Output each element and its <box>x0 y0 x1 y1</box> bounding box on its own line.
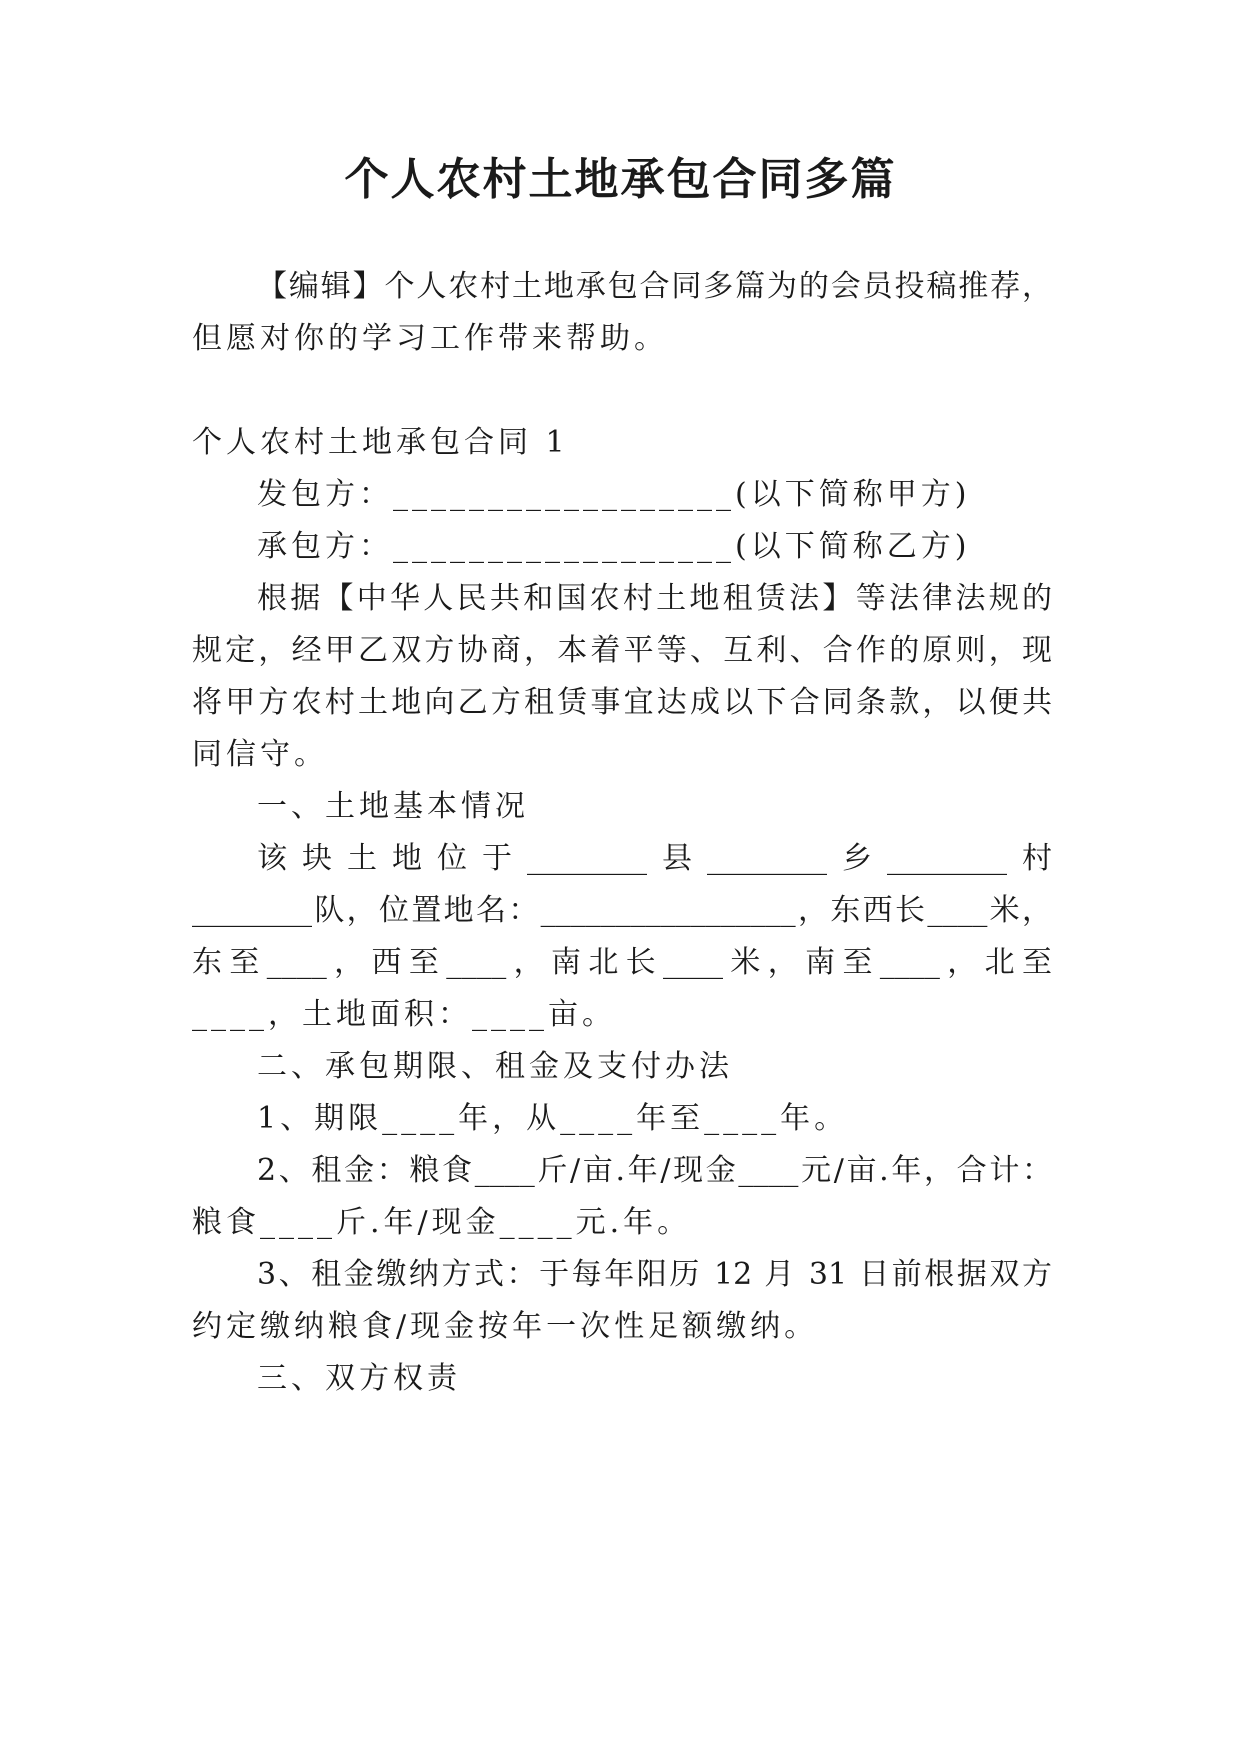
party-a-line: 发包方：__________________(以下简称甲方) <box>257 477 971 512</box>
clause2-item2-line-2: 粮食____斤.年/现金____元.年。 <box>192 1205 692 1240</box>
clause1-line-2: ________队，位置地名：_________________，东西长____米， <box>192 893 1052 928</box>
preamble-line-2: 规定，经甲乙双方协商，本着平等、互利、合作的原则，现 <box>192 633 1052 668</box>
clause1-heading: 一、土地基本情况 <box>257 789 529 824</box>
clause3-heading: 三、双方权责 <box>257 1361 461 1396</box>
clause1-line-3: 东至____，西至____，南北长____米，南至____，北至 <box>192 945 1052 980</box>
clause1-line-1: 该块土地位于________县________乡________村 <box>257 841 1052 876</box>
clause2-heading: 二、承包期限、租金及支付办法 <box>257 1049 733 1084</box>
intro-line-1: 【编辑】个人农村土地承包合同多篇为的会员投稿推荐， <box>257 269 1052 304</box>
clause2-item1: 1、期限____年，从____年至____年。 <box>257 1101 849 1136</box>
clause2-item2-line-1: 2、租金：粮食____斤/亩.年/现金____元/亩.年，合计： <box>257 1153 1052 1188</box>
party-b-line: 承包方：__________________(以下简称乙方) <box>257 529 971 564</box>
document-title: 个人农村土地承包合同多篇 <box>344 154 897 205</box>
preamble-line-3: 将甲方农村土地向乙方租赁事宜达成以下合同条款，以便共 <box>192 685 1052 720</box>
section-heading: 个人农村土地承包合同 1 <box>192 425 569 460</box>
clause2-item3-line-1: 3、租金缴纳方式：于每年阳历 12 月 31 日前根据双方 <box>257 1257 1052 1292</box>
preamble-line-4: 同信守。 <box>192 737 328 772</box>
clause2-item3-line-2: 约定缴纳粮食/现金按年一次性足额缴纳。 <box>192 1309 819 1344</box>
clause1-line-4: ____，土地面积：____亩。 <box>192 997 616 1032</box>
preamble-line-1: 根据【中华人民共和国农村土地租赁法】等法律法规的 <box>257 581 1052 616</box>
intro-line-2: 但愿对你的学习工作带来帮助。 <box>192 321 668 356</box>
